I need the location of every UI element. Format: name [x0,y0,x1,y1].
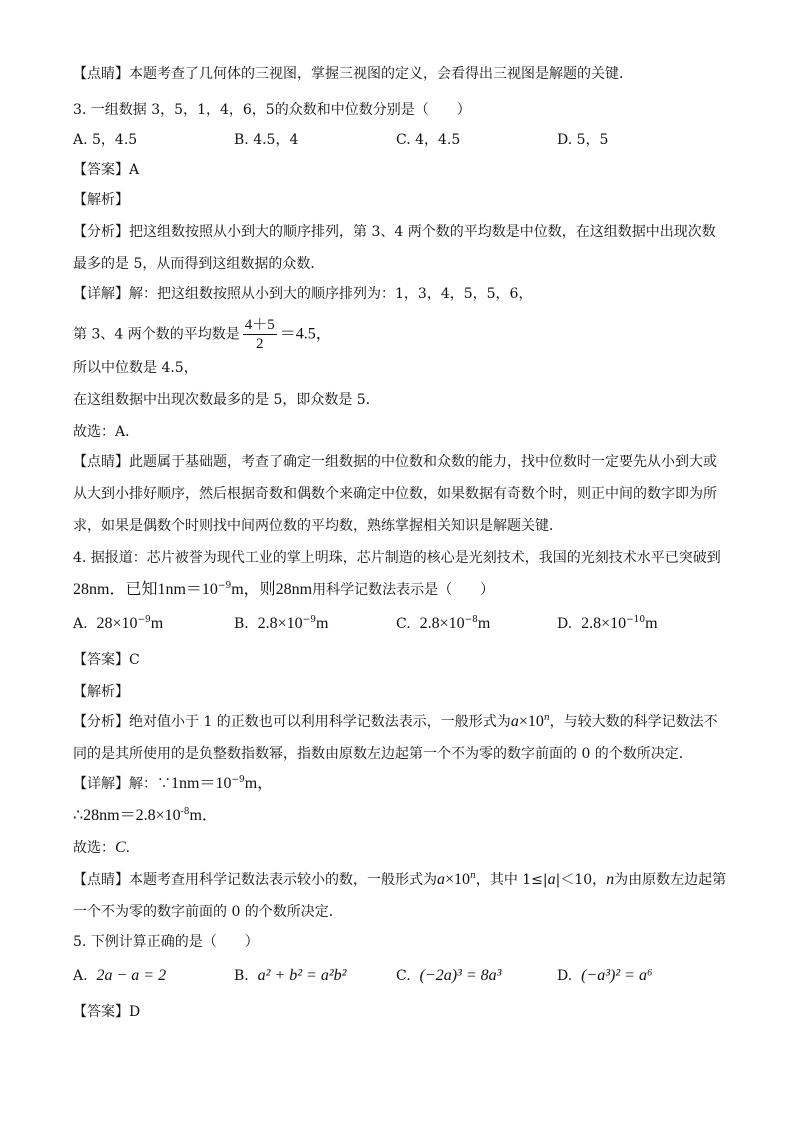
choice-letter: D. [557,616,573,632]
fenxi-tail: ，与较大数的科学记数法不 [549,714,718,730]
fraction-prefix: 第 3、4 两个数的平均数是 [73,326,240,343]
therefore-unit: m． [189,807,218,824]
var-n: n [606,871,615,888]
times-ten: ×10 [445,871,471,888]
choice-exp: −9 [137,615,151,625]
choice-letter: A. [73,616,88,632]
choice-d [557,966,653,986]
fraction-denominator: 2 [255,336,264,352]
choice-a [73,614,163,634]
fraction-numerator: 4＋5 [244,317,275,333]
choice-expr: (−a³)² = a⁶ [581,967,653,984]
analysis-label: 【解析】 [73,684,129,700]
dianjing-mid2: |＜10， [555,872,607,888]
q4-definition: 1nm＝10 [157,581,218,598]
choice-unit: m [477,615,491,632]
question-4-stem: 4. 据报道：芯片被誉为现代工业的掌上明珠，芯片制造的核心是光刻技术，我国的光刻技术水平已突破到 [73,550,721,566]
text-line: 求，如果是偶数个时则找中间两位数的平均数，熟练掌握相关知识是解题关键． [73,518,563,534]
question-4-stem-cont [73,580,494,600]
q4-28nm: 28nm．已知 [73,581,158,598]
question-5-choices [73,966,733,988]
text-line: 从大到小排好顺序，然后根据奇数和偶数个来确定中位数，如果数据有奇数个时，则正中间的数字即为所 [73,486,717,502]
choice-c: C. 4，4.5 [396,132,461,148]
text-line: 故选：C． [73,839,140,856]
choice-letter: C. [396,616,411,632]
detail-expr: 1nm＝10 [171,775,232,792]
exp-n: n [543,713,550,723]
choice-d: D. 5，5 [557,132,609,148]
answer-label: 【答案】D [73,1004,141,1020]
detail-exp: −9 [231,775,245,785]
text-line [73,774,273,794]
dianjing-mid: ，其中 1≤| [475,872,548,888]
text-line: 故选：A． [73,424,140,440]
choice-expr: 2a − a = 2 [96,967,167,984]
choice-base: 2.8×10 [257,615,303,632]
choice-unit: m [315,615,329,632]
therefore-expr: ∴28nm＝2.8×10 [73,807,181,824]
q4-definition-exp: −9 [217,581,232,591]
text-line: 所以中位数是 4.5， [73,360,198,376]
answer-label: 【答案】A [73,162,140,178]
question-5-stem: 5. 下例计算正确的是（ ） [73,934,259,950]
fraction [243,316,277,353]
times-ten: ×10 [518,713,544,730]
dianjing-tail: 为由原数左边起第 [614,872,727,888]
choice-b: B. 4.5，4 [234,132,299,148]
choice-letter: C. [396,968,411,984]
text-line: 【点睛】此题属于基础题，考查了确定一组数据的中位数和众数的能力，找中位数时一定要先从小到大或 [73,454,717,470]
choice-letter: D. [557,968,573,984]
choice-b [234,614,328,634]
detail-unit: m， [244,775,274,792]
choose-value: C [115,839,126,856]
choice-base: 2.8×10 [581,615,627,632]
therefore-exp: -8 [180,807,190,817]
exp-n: n [470,871,476,881]
var-a: a [437,871,445,888]
choose-label: 故选： [73,840,115,856]
dianjing-text: 【点睛】本题考查用科学记数法表示较小的数，一般形式为 [73,872,437,888]
detail-prefix: 【详解】解：∵ [73,776,171,792]
choice-letter: B. [234,968,249,984]
text-line: 最多的是 5，从而得到这组数据的众数． [73,256,325,272]
q4-question: 用科学记数法表示是（ ） [312,582,495,598]
q4-unit: m，则 [231,581,276,598]
var-a: a [547,871,556,888]
choice-base: 28×10 [96,615,138,632]
choice-expr: a² + b² = a²b² [257,967,347,984]
var-a: a [510,713,519,730]
choice-a: A. 5，4.5 [73,132,138,148]
text-line: 在这组数据中出现次数最多的是 5，即众数是 5． [73,392,380,408]
choice-unit: m [645,615,658,632]
fraction-result: ＝4.5， [279,325,332,343]
question-4-choices [73,614,733,634]
choice-unit: m [150,615,164,632]
text-line: 一个不为零的数字前面的 0 的个数所决定． [73,904,343,920]
choice-d [557,614,658,634]
choice-expr: (−2a)³ = 8a³ [419,967,502,984]
text-line [73,870,726,890]
choice-exp: −8 [464,615,478,625]
choice-a [73,966,166,986]
text-line: 【分析】把这组数按照从小到大的顺序排列，第 3、4 两个数的平均数是中位数，在这组数据中出现次数 [73,224,716,240]
question-3-stem: 3. 一组数据 3，5，1，4，6，5的众数和中位数分别是（ ） [73,102,471,118]
choice-c [396,966,501,986]
question-3-choices [73,130,733,150]
text-line: 【详解】解：把这组数按照从小到大的顺序排列为：1，3，4，5，5，6， [73,286,533,302]
choice-b [234,966,346,986]
text-line: 同的是其所使用的是负整数指数幂，指数由原数左边起第一个不为零的数字前面的 0 的个数所决定． [73,746,693,762]
choice-letter: A. [73,968,88,984]
fraction-line [73,316,332,353]
choice-exp: −10 [626,615,646,625]
analysis-label: 【解析】 [73,192,129,208]
text-line [73,712,718,732]
choice-letter: B. [234,616,249,632]
answer-label: 【答案】C [73,652,140,668]
text-line: 【点睛】本题考查了几何体的三视图，掌握三视图的定义，会看得出三视图是解题的关键． [73,66,633,82]
fenxi-text: 【分析】绝对值小于 1 的正数也可以利用科学记数法表示，一般形式为 [73,714,511,730]
q4-28nm-2: 28nm [275,581,313,598]
text-line [73,806,218,826]
choice-exp: −9 [302,615,316,625]
choice-base: 2.8×10 [419,615,465,632]
choice-c [396,614,490,634]
